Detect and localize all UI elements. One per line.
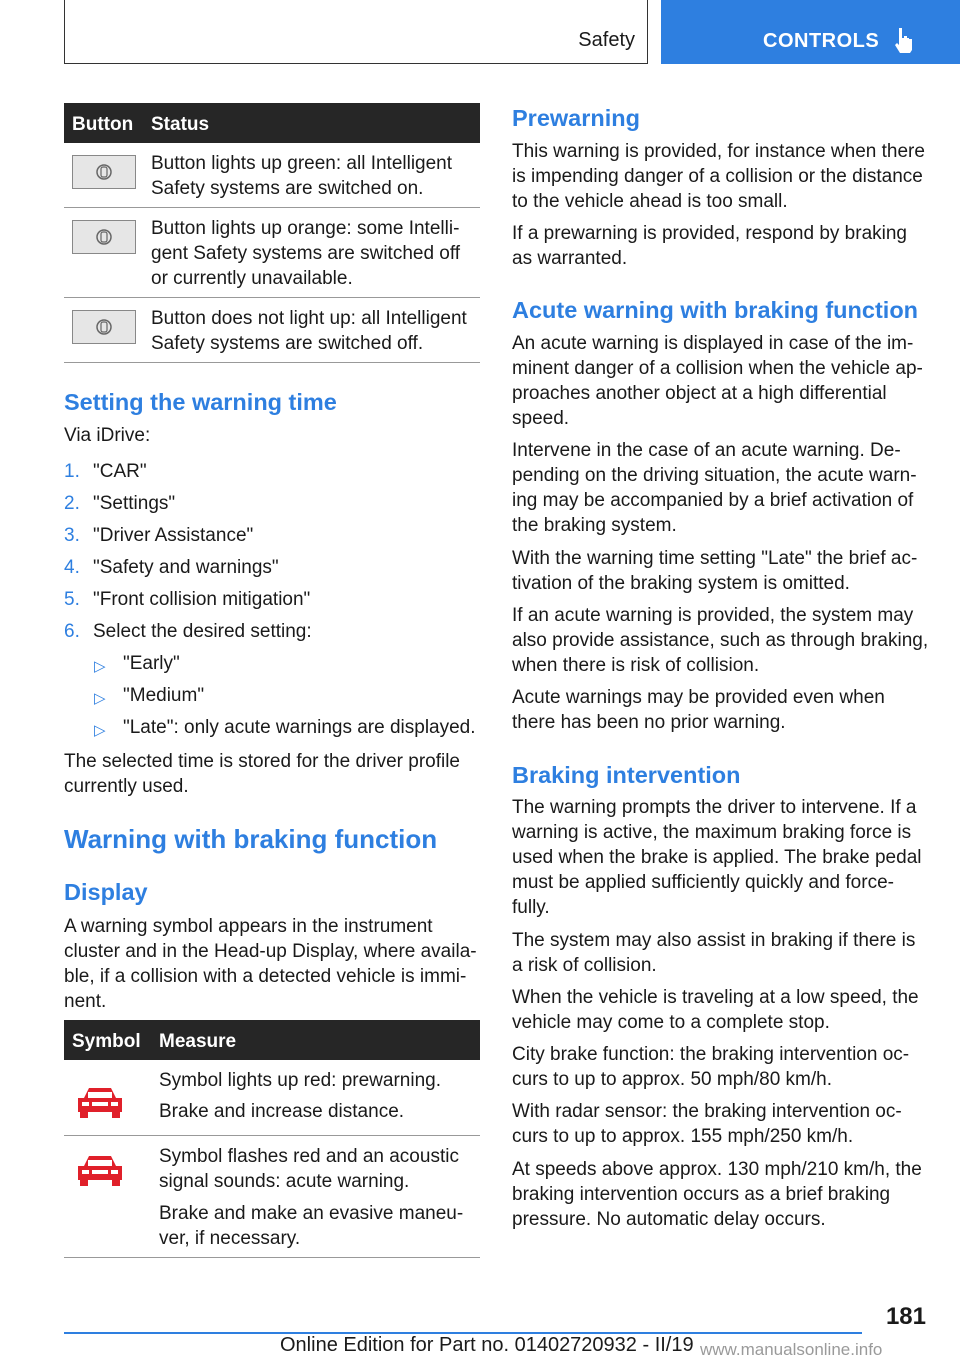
int-p1: The warning prompts the driver to intervene. If a warning is active, the maximum braking force is used when the brake is applied. The brake pedal must be applied sufficiently quickly and force- fully. bbox=[512, 797, 922, 918]
car-warning-icon bbox=[74, 1152, 126, 1193]
prewarning-p1: This warning is provided, for instance when there is impending danger of a collision or the distance to the vehicle ahead is too small. bbox=[512, 141, 925, 212]
display-paragraph: A warning symbol appears in the instrument cluster and in the Head-up Display, where availa- ble, if a collision with a detected vehicle is immi- nent. bbox=[64, 916, 477, 1012]
edition-text: Online Edition for Part no. 01402720932 - II/19 bbox=[280, 1334, 694, 1356]
acute-p2: Intervene in the case of an acute warning. De- pending on the driving situation, the acute warn- ing may be accompanied by a brief activation of the braking system. bbox=[512, 440, 917, 536]
header-section-box bbox=[64, 0, 648, 64]
heading-acute-warning: Acute warning with braking function bbox=[512, 297, 919, 323]
button-icon bbox=[72, 220, 136, 254]
table-row bbox=[64, 298, 480, 363]
watermark: www.manualsonline.info bbox=[700, 1340, 883, 1359]
note-paragraph: The selected time is stored for the driver profile currently used. bbox=[64, 751, 461, 797]
row-text: Button lights up orange: some Intelli- gent Safety systems are switched off or currently unavailable. bbox=[151, 218, 461, 289]
header-status: Status bbox=[151, 114, 210, 135]
symbol-measure-table bbox=[64, 1020, 480, 1258]
acute-p5: Acute warnings may be provided even when there has been no prior warning. bbox=[512, 687, 885, 733]
option-text: "Medium" bbox=[123, 685, 205, 706]
step-text: "Safety and warnings" bbox=[93, 557, 279, 578]
prewarning-p2: If a prewarning is provided, respond by braking as warranted. bbox=[512, 223, 908, 269]
step-number: 6. bbox=[64, 621, 80, 642]
page-number: 181 bbox=[885, 1303, 926, 1330]
intro-text: Via iDrive: bbox=[64, 425, 151, 446]
acute-p4: If an acute warning is provided, the system may also provide assistance, such as through braking, when there is risk of collision. bbox=[512, 605, 929, 676]
int-p2: The system may also assist in braking if there is a risk of collision. bbox=[512, 930, 916, 976]
table-row bbox=[64, 143, 480, 208]
int-p3: When the vehicle is traveling at a low speed, the vehicle may come to a complete stop. bbox=[512, 987, 919, 1033]
table-row bbox=[64, 1060, 480, 1136]
row-text: Button does not light up: all Intelligent Safety systems are switched off. bbox=[151, 308, 467, 354]
step-number: 5. bbox=[64, 589, 80, 610]
controls-tab[interactable] bbox=[661, 0, 960, 64]
button-icon bbox=[72, 155, 136, 189]
subheading-display: Display bbox=[64, 879, 148, 905]
car-warning-icon bbox=[74, 1084, 126, 1125]
button-status-table bbox=[64, 103, 480, 363]
step-text: "Front collision mitigation" bbox=[93, 589, 311, 610]
int-p4: City brake function: the braking intervention oc- curs to up to approx. 50 mph/80 km/h. bbox=[512, 1044, 910, 1090]
row-text: Button lights up green: all Intelligent Safety systems are switched on. bbox=[151, 153, 453, 199]
table-row bbox=[64, 208, 480, 298]
heading-prewarning: Prewarning bbox=[512, 105, 640, 131]
table-row bbox=[64, 1136, 480, 1258]
bullet-triangle-icon: ▷ bbox=[94, 658, 106, 675]
step-number: 1. bbox=[64, 461, 80, 482]
bullet-triangle-icon: ▷ bbox=[94, 722, 106, 739]
step-number: 4. bbox=[64, 557, 80, 578]
controls-tab-label: CONTROLS bbox=[763, 30, 880, 52]
section-heading-braking: Warning with braking function bbox=[64, 824, 438, 854]
acute-p1: An acute warning is displayed in case of the im- minent danger of a collision when the vehicle ap- proaches another object at a high differential speed. bbox=[512, 333, 923, 429]
row-text: Symbol lights up red: prewarning. Brake and increase distance. bbox=[159, 1070, 441, 1122]
heading-braking-intervention: Braking intervention bbox=[512, 762, 741, 788]
acute-p3: With the warning time setting "Late" the brief ac- tivation of the braking system is omitted. bbox=[512, 548, 918, 594]
option-text: "Early" bbox=[123, 653, 180, 674]
section-title: Safety bbox=[578, 29, 635, 51]
step-text: Select the desired setting: bbox=[93, 621, 312, 642]
hand-pointer-icon bbox=[893, 26, 915, 59]
section-heading-warning-time: Setting the warning time bbox=[64, 389, 337, 415]
option-text: "Late": only acute warnings are displayed. bbox=[123, 717, 476, 738]
row-text: Symbol flashes red and an acoustic signal sounds: acute warning. Brake and make an evasive maneu- ver, if necessary. bbox=[159, 1146, 464, 1249]
int-p6: At speeds above approx. 130 mph/210 km/h, the braking intervention occurs as a brief braking pressure. No automatic delay occurs. bbox=[512, 1159, 922, 1230]
step-text: "Driver Assistance" bbox=[93, 525, 254, 546]
step-text: "CAR" bbox=[93, 461, 147, 482]
table-header bbox=[64, 1020, 480, 1060]
step-number: 2. bbox=[64, 493, 80, 514]
step-text: "Settings" bbox=[93, 493, 176, 514]
table-header bbox=[64, 103, 480, 143]
step-number: 3. bbox=[64, 525, 80, 546]
header-measure: Measure bbox=[159, 1031, 237, 1052]
button-icon bbox=[72, 310, 136, 344]
bullet-triangle-icon: ▷ bbox=[94, 690, 106, 707]
header-button: Button bbox=[72, 114, 134, 135]
header-symbol: Symbol bbox=[72, 1031, 141, 1052]
int-p5: With radar sensor: the braking intervention oc- curs to up to approx. 155 mph/250 km/h. bbox=[512, 1101, 902, 1147]
